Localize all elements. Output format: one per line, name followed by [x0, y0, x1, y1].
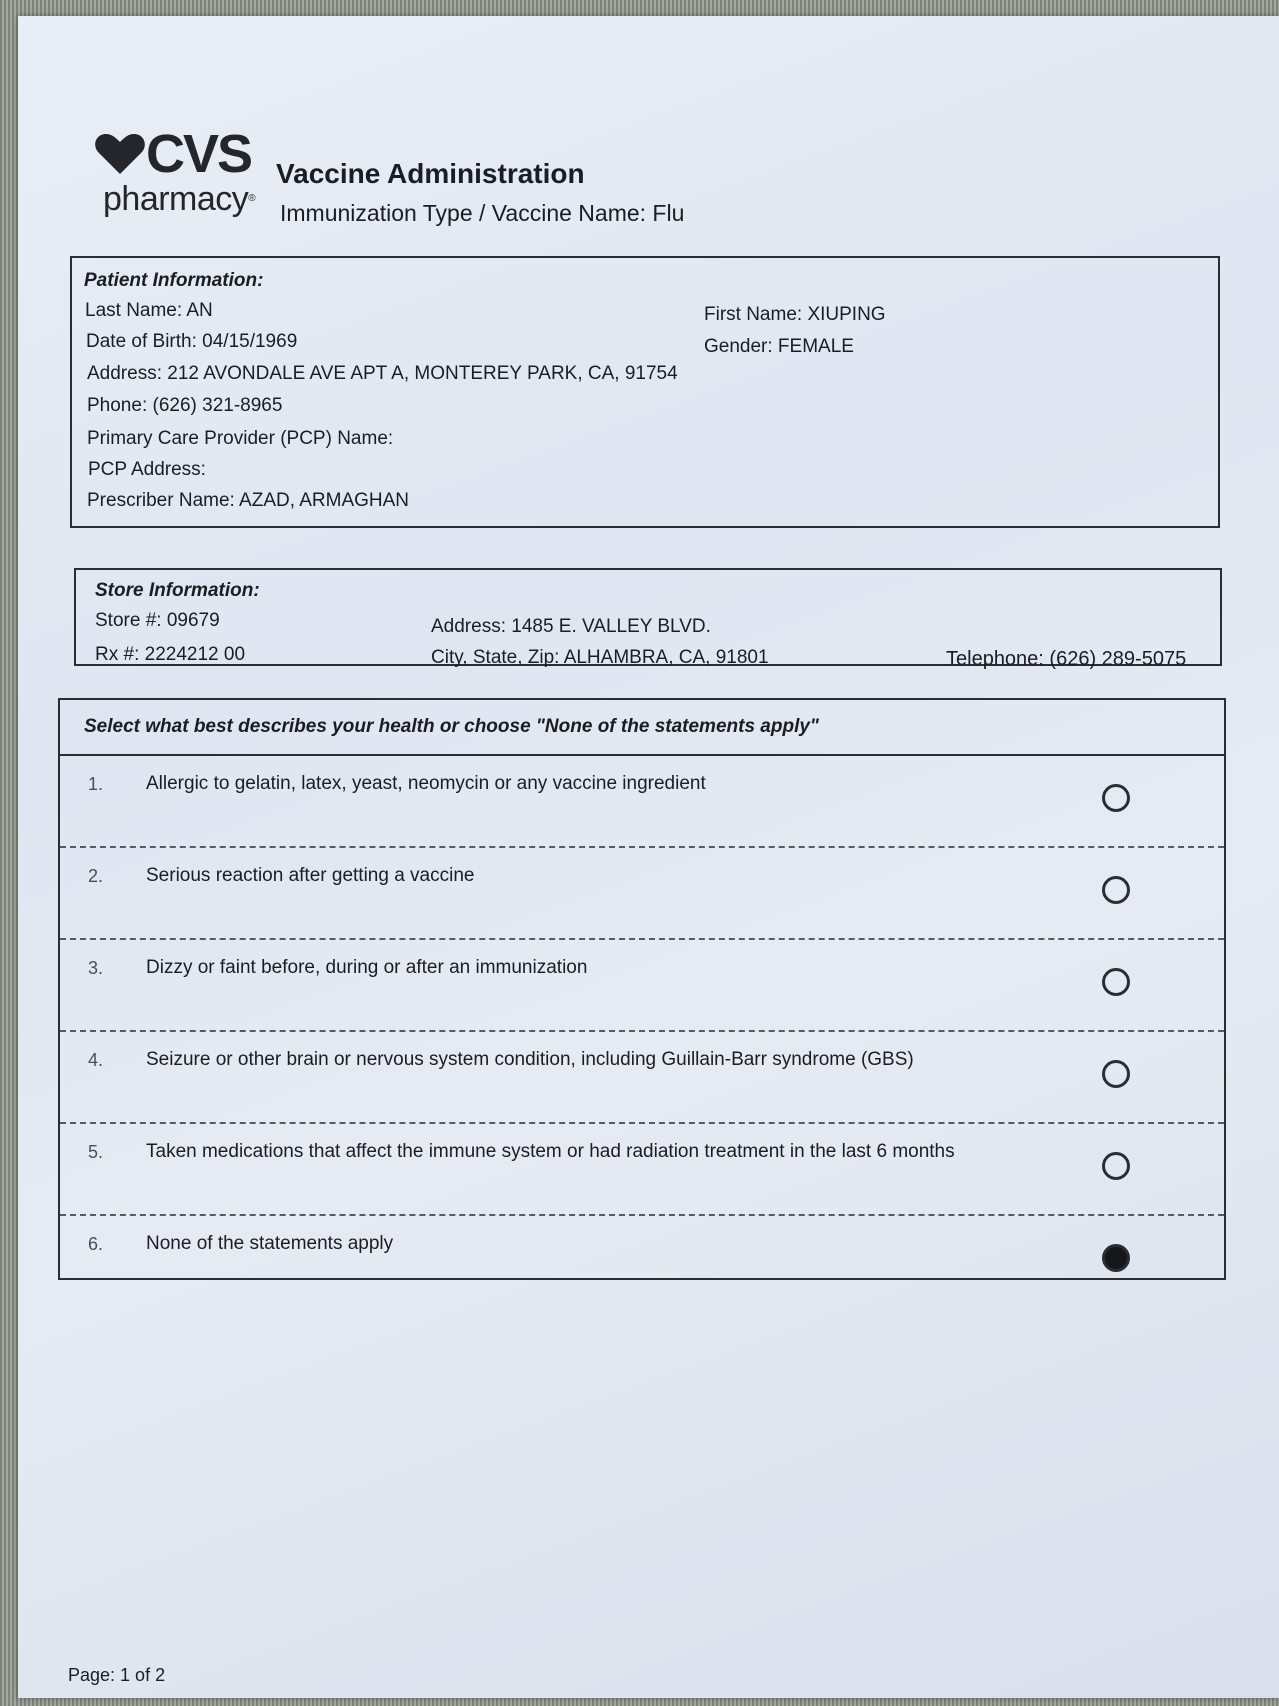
store-city-state-zip: City, State, Zip: ALHAMBRA, CA, 91801	[431, 647, 769, 668]
patient-address: Address: 212 AVONDALE AVE APT A, MONTEREY PARK, CA, 91754	[87, 363, 678, 384]
question-number: 2.	[88, 866, 104, 886]
radio-button[interactable]	[1102, 1152, 1130, 1180]
question-row	[60, 940, 1224, 1032]
radio-button-selected[interactable]	[1102, 1244, 1130, 1272]
store-information-box	[74, 568, 1222, 670]
question-text: Dizzy or faint before, during or after an immunization	[146, 957, 588, 978]
date-of-birth: Date of Birth: 04/15/1969	[86, 331, 298, 352]
logo-cvs-text: CVS	[146, 124, 252, 184]
questions-header	[60, 700, 1224, 756]
patient-information-box	[70, 256, 1220, 528]
question-text: Allergic to gelatin, latex, yeast, neomycin or any vaccine ingredient	[146, 773, 706, 794]
patient-info-heading: Patient Information:	[84, 270, 264, 291]
radio-button[interactable]	[1102, 968, 1130, 996]
prescriber-name: Prescriber Name: AZAD, ARMAGHAN	[87, 490, 410, 511]
cvs-pharmacy-logo	[94, 124, 264, 228]
question-row	[60, 1216, 1224, 1276]
page-number: Page: 1 of 2	[68, 1665, 166, 1685]
question-text: Taken medications that affect the immune system or had radiation treatment in the last 6 months	[146, 1141, 955, 1162]
gender: Gender: FEMALE	[704, 336, 854, 357]
store-telephone: Telephone: (626) 289-5075	[946, 648, 1187, 670]
store-address: Address: 1485 E. VALLEY BLVD.	[431, 616, 711, 637]
last-name: Last Name: AN	[85, 300, 213, 321]
question-text: Serious reaction after getting a vaccine	[146, 865, 475, 886]
store-info-heading: Store Information:	[95, 580, 260, 601]
rx-number: Rx #: 2224212 00	[95, 644, 246, 665]
question-number: 6.	[88, 1234, 104, 1254]
question-number: 5.	[88, 1142, 104, 1162]
question-text: Seizure or other brain or nervous system condition, including Guillain-Barr syndrome (GBS)	[146, 1049, 914, 1070]
heart-icon	[94, 132, 146, 176]
question-number: 3.	[88, 958, 104, 978]
logo-pharmacy-text: pharmacy®	[103, 180, 256, 218]
vaccine-name: Immunization Type / Vaccine Name: Flu	[280, 200, 685, 226]
document-title: Vaccine Administration	[276, 158, 585, 189]
questions-heading: Select what best describes your health or choose "None of the statements apply"	[84, 716, 819, 737]
radio-button[interactable]	[1102, 784, 1130, 812]
health-questions-box	[58, 698, 1226, 1280]
question-text: None of the statements apply	[146, 1233, 394, 1254]
store-number: Store #: 09679	[95, 610, 220, 631]
first-name: First Name: XIUPING	[704, 304, 886, 325]
patient-phone: Phone: (626) 321-8965	[87, 395, 283, 416]
question-row	[60, 1032, 1224, 1124]
question-number: 4.	[88, 1050, 104, 1070]
question-row	[60, 756, 1224, 848]
question-row	[60, 848, 1224, 940]
pcp-name: Primary Care Provider (PCP) Name:	[87, 428, 394, 449]
pcp-address: PCP Address:	[88, 459, 206, 480]
question-number: 1.	[88, 774, 104, 794]
document-page	[18, 16, 1279, 1698]
radio-button[interactable]	[1102, 1060, 1130, 1088]
question-row	[60, 1124, 1224, 1216]
radio-button[interactable]	[1102, 876, 1130, 904]
